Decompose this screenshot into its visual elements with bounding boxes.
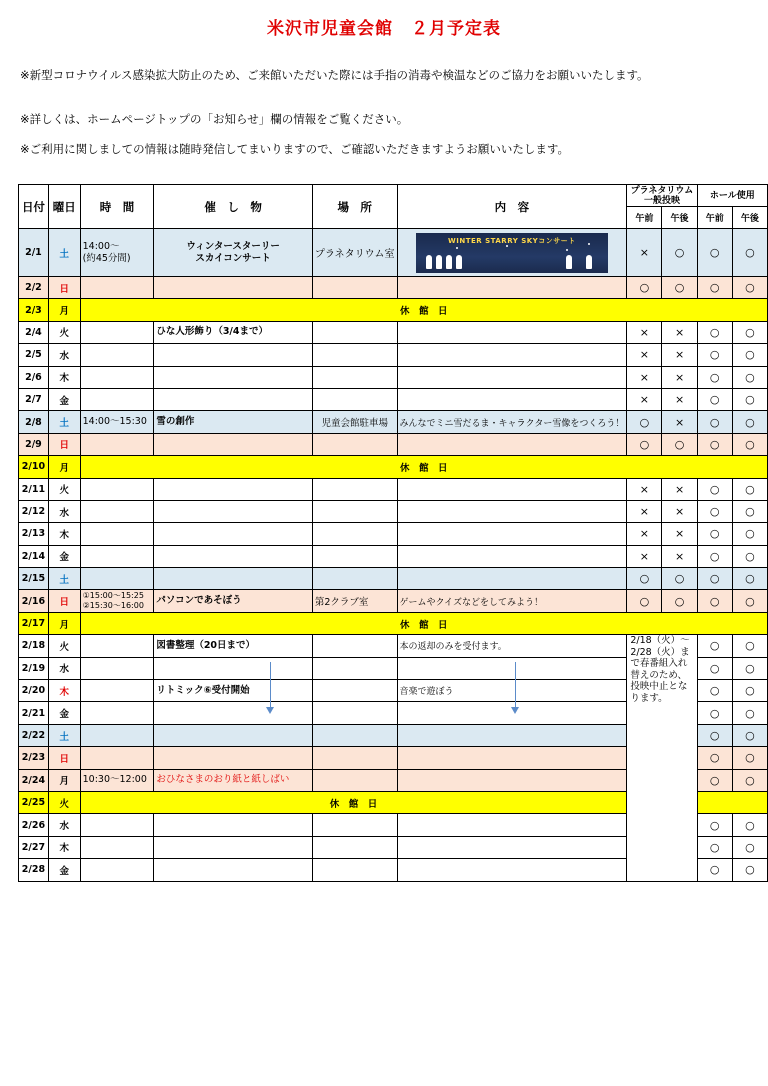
content-cell bbox=[397, 769, 627, 791]
place-cell bbox=[312, 747, 397, 769]
place-cell bbox=[312, 814, 397, 836]
date-cell: 2/21 bbox=[19, 702, 49, 724]
table-row bbox=[19, 299, 768, 321]
planetarium-suspension-cell: 2/18（火）～2/28（火）まで春番組入れ替えのため、投映中止となります。 bbox=[627, 635, 697, 881]
hall-am-cell: ○ bbox=[697, 590, 732, 612]
header-pl-pm: 午後 bbox=[662, 207, 697, 229]
date-cell: 2/3 bbox=[19, 299, 49, 321]
header-weekday: 曜日 bbox=[48, 185, 80, 229]
weekday-cell: 月 bbox=[48, 456, 80, 478]
table-row bbox=[19, 433, 768, 455]
place-cell bbox=[312, 433, 397, 455]
closed-cell: 休 館 日 bbox=[80, 612, 767, 634]
hall-pm-cell: ○ bbox=[732, 523, 767, 545]
planetarium-pm-cell: × bbox=[662, 388, 697, 410]
event-cell bbox=[154, 366, 313, 388]
header-content: 内 容 bbox=[397, 185, 627, 229]
place-cell bbox=[312, 545, 397, 567]
table-row bbox=[19, 568, 768, 590]
planetarium-am-cell: × bbox=[627, 344, 662, 366]
hall-pm-cell: ○ bbox=[732, 388, 767, 410]
hall-am-cell: ○ bbox=[697, 747, 732, 769]
planetarium-pm-cell: × bbox=[662, 545, 697, 567]
weekday-cell: 水 bbox=[48, 500, 80, 522]
planetarium-pm-cell: ○ bbox=[662, 277, 697, 299]
header-hall-am: 午前 bbox=[697, 207, 732, 229]
content-cell bbox=[397, 859, 627, 881]
event-cell bbox=[154, 500, 313, 522]
hall-pm-cell: ○ bbox=[732, 433, 767, 455]
time-cell bbox=[80, 747, 154, 769]
event-cell bbox=[154, 702, 313, 724]
planetarium-am-cell: ○ bbox=[627, 590, 662, 612]
weekday-cell: 月 bbox=[48, 769, 80, 791]
event-cell: パソコンであそぼう bbox=[154, 590, 313, 612]
date-cell: 2/17 bbox=[19, 612, 49, 634]
date-cell: 2/18 bbox=[19, 635, 49, 657]
arrow-line-event bbox=[270, 662, 271, 708]
time-cell: 10:30～12:00 bbox=[80, 769, 154, 791]
event-cell bbox=[154, 836, 313, 858]
hall-am-cell: ○ bbox=[697, 769, 732, 791]
content-cell bbox=[397, 366, 627, 388]
weekday-cell: 木 bbox=[48, 836, 80, 858]
date-cell: 2/25 bbox=[19, 791, 49, 813]
time-cell bbox=[80, 568, 154, 590]
header-time: 時 間 bbox=[80, 185, 154, 229]
weekday-cell: 水 bbox=[48, 344, 80, 366]
hall-am-cell: ○ bbox=[697, 321, 732, 343]
time-cell: 14:00～15:30 bbox=[80, 411, 154, 433]
weekday-cell: 火 bbox=[48, 635, 80, 657]
weekday-cell: 日 bbox=[48, 433, 80, 455]
hall-pm-cell: ○ bbox=[732, 657, 767, 679]
hall-pm-cell: ○ bbox=[732, 859, 767, 881]
hall-pm-cell: ○ bbox=[732, 568, 767, 590]
planetarium-am-cell: ○ bbox=[627, 433, 662, 455]
header-event: 催 し 物 bbox=[154, 185, 313, 229]
planetarium-pm-cell: × bbox=[662, 344, 697, 366]
hall-pm-cell: ○ bbox=[732, 702, 767, 724]
planetarium-am-cell: × bbox=[627, 545, 662, 567]
weekday-cell: 土 bbox=[48, 724, 80, 746]
date-cell: 2/28 bbox=[19, 859, 49, 881]
hall-am-cell: ○ bbox=[697, 433, 732, 455]
event-cell bbox=[154, 568, 313, 590]
planetarium-am-cell: ○ bbox=[627, 277, 662, 299]
place-cell bbox=[312, 657, 397, 679]
table-row bbox=[19, 388, 768, 410]
weekday-cell: 金 bbox=[48, 545, 80, 567]
weekday-cell: 月 bbox=[48, 299, 80, 321]
content-cell bbox=[397, 523, 627, 545]
hall-pm-cell: ○ bbox=[732, 590, 767, 612]
content-cell bbox=[397, 814, 627, 836]
table-row bbox=[19, 612, 768, 634]
event-cell bbox=[154, 724, 313, 746]
hall-am-cell: ○ bbox=[697, 568, 732, 590]
content-cell bbox=[397, 568, 627, 590]
hall-am-cell: ○ bbox=[697, 635, 732, 657]
time-cell: 14:00～ (約45分間) bbox=[80, 229, 154, 277]
date-cell: 2/1 bbox=[19, 229, 49, 277]
planetarium-pm-cell: × bbox=[662, 321, 697, 343]
weekday-cell: 金 bbox=[48, 388, 80, 410]
place-cell bbox=[312, 388, 397, 410]
time-cell bbox=[80, 388, 154, 410]
content-cell bbox=[397, 344, 627, 366]
header-pl-am: 午前 bbox=[627, 207, 662, 229]
hall-am-cell: ○ bbox=[697, 814, 732, 836]
closed-cell: 休 館 日 bbox=[80, 299, 767, 321]
event-cell bbox=[154, 478, 313, 500]
planetarium-am-cell: ○ bbox=[627, 568, 662, 590]
weekday-cell: 金 bbox=[48, 702, 80, 724]
hall-pm-cell: ○ bbox=[732, 769, 767, 791]
hall-pm-cell: ○ bbox=[732, 321, 767, 343]
event-cell bbox=[154, 344, 313, 366]
hall-am-cell: ○ bbox=[697, 500, 732, 522]
event-cell bbox=[154, 859, 313, 881]
date-cell: 2/4 bbox=[19, 321, 49, 343]
weekday-cell: 土 bbox=[48, 229, 80, 277]
time-cell bbox=[80, 478, 154, 500]
date-cell: 2/23 bbox=[19, 747, 49, 769]
date-cell: 2/11 bbox=[19, 478, 49, 500]
hall-pm-cell: ○ bbox=[732, 411, 767, 433]
place-cell bbox=[312, 836, 397, 858]
planetarium-pm-cell: ○ bbox=[662, 229, 697, 277]
planetarium-pm-cell: × bbox=[662, 523, 697, 545]
hall-pm-cell: ○ bbox=[732, 680, 767, 702]
planetarium-pm-cell: ○ bbox=[662, 568, 697, 590]
place-cell bbox=[312, 859, 397, 881]
hall-pm-cell: ○ bbox=[732, 229, 767, 277]
time-cell bbox=[80, 366, 154, 388]
weekday-cell: 日 bbox=[48, 590, 80, 612]
table-row bbox=[19, 344, 768, 366]
weekday-cell: 土 bbox=[48, 411, 80, 433]
notice-homepage: ※詳しくは、ホームページトップの「お知らせ」欄の情報をご覧ください。 bbox=[20, 112, 409, 126]
content-cell: みんなでミニ雪だるま・キャラクター雪像をつくろう！ bbox=[397, 411, 627, 433]
date-cell: 2/12 bbox=[19, 500, 49, 522]
table-row bbox=[19, 500, 768, 522]
time-cell bbox=[80, 859, 154, 881]
event-cell: 雪の創作 bbox=[154, 411, 313, 433]
content-cell: ゲームやクイズなどをしてみよう！ bbox=[397, 590, 627, 612]
page-title: 米沢市児童会館 ２月予定表 bbox=[267, 19, 501, 39]
hall-am-cell: ○ bbox=[697, 277, 732, 299]
hall-am-cell: ○ bbox=[697, 478, 732, 500]
hall-pm-cell: ○ bbox=[732, 836, 767, 858]
hall-pm-cell: ○ bbox=[732, 366, 767, 388]
date-cell: 2/19 bbox=[19, 657, 49, 679]
table-row bbox=[19, 411, 768, 433]
hall-am-cell: ○ bbox=[697, 366, 732, 388]
weekday-cell: 金 bbox=[48, 859, 80, 881]
poster-title: WINTER STARRY SKYコンサート bbox=[448, 236, 576, 245]
time-cell bbox=[80, 344, 154, 366]
time-cell bbox=[80, 433, 154, 455]
time-cell bbox=[80, 545, 154, 567]
planetarium-am-cell: × bbox=[627, 321, 662, 343]
date-cell: 2/9 bbox=[19, 433, 49, 455]
header-place: 場 所 bbox=[312, 185, 397, 229]
planetarium-am-cell: × bbox=[627, 500, 662, 522]
table-row bbox=[19, 523, 768, 545]
place-cell bbox=[312, 635, 397, 657]
planetarium-pm-cell: × bbox=[662, 366, 697, 388]
weekday-cell: 日 bbox=[48, 277, 80, 299]
notice-covid: ※新型コロナウイルス感染拡大防止のため、ご来館いただいた際には手指の消毒や検温などのご協力をお願いいたします。 bbox=[20, 68, 649, 82]
date-cell: 2/26 bbox=[19, 814, 49, 836]
hall-pm-cell: ○ bbox=[732, 545, 767, 567]
planetarium-am-cell: × bbox=[627, 366, 662, 388]
content-cell bbox=[397, 836, 627, 858]
weekday-cell: 木 bbox=[48, 523, 80, 545]
event-cell bbox=[154, 523, 313, 545]
event-cell bbox=[154, 747, 313, 769]
place-cell bbox=[312, 724, 397, 746]
planetarium-pm-cell: × bbox=[662, 411, 697, 433]
event-cell: ひな人形飾り（3/4まで） bbox=[154, 321, 313, 343]
event-cell: ウィンタースターリー スカイコンサート bbox=[154, 229, 313, 277]
date-cell: 2/8 bbox=[19, 411, 49, 433]
hall-am-cell: ○ bbox=[697, 411, 732, 433]
concert-poster-image bbox=[416, 233, 608, 273]
place-cell bbox=[312, 769, 397, 791]
time-cell bbox=[80, 680, 154, 702]
content-cell bbox=[397, 388, 627, 410]
weekday-cell: 木 bbox=[48, 680, 80, 702]
time-cell: ①15:00～15:25 ②15:30～16:00 bbox=[80, 590, 154, 612]
time-cell bbox=[80, 277, 154, 299]
event-cell: 図書整理（20日まで） bbox=[154, 635, 313, 657]
hall-pm-cell: ○ bbox=[732, 747, 767, 769]
time-cell bbox=[80, 500, 154, 522]
event-cell bbox=[154, 388, 313, 410]
time-cell bbox=[80, 814, 154, 836]
hall-am-cell: ○ bbox=[697, 523, 732, 545]
date-cell: 2/24 bbox=[19, 769, 49, 791]
event-cell: リトミック⑥受付開始 bbox=[154, 680, 313, 702]
place-cell bbox=[312, 500, 397, 522]
table-row bbox=[19, 321, 768, 343]
content-cell: 本の返却のみを受付ます。 bbox=[397, 635, 627, 657]
date-cell: 2/10 bbox=[19, 456, 49, 478]
event-cell bbox=[154, 277, 313, 299]
place-cell bbox=[312, 568, 397, 590]
event-cell bbox=[154, 545, 313, 567]
table-row bbox=[19, 635, 768, 657]
hall-am-cell: ○ bbox=[697, 545, 732, 567]
hall-am-cell: ○ bbox=[697, 229, 732, 277]
date-cell: 2/2 bbox=[19, 277, 49, 299]
time-cell bbox=[80, 321, 154, 343]
place-cell bbox=[312, 523, 397, 545]
event-cell bbox=[154, 814, 313, 836]
schedule-table bbox=[18, 184, 768, 882]
table-row bbox=[19, 277, 768, 299]
weekday-cell: 水 bbox=[48, 814, 80, 836]
arrow-head-content bbox=[511, 707, 519, 714]
place-cell bbox=[312, 277, 397, 299]
table-row bbox=[19, 545, 768, 567]
content-cell bbox=[397, 478, 627, 500]
place-cell bbox=[312, 478, 397, 500]
table-row bbox=[19, 478, 768, 500]
arrow-head-event bbox=[266, 707, 274, 714]
hall-am-cell: ○ bbox=[697, 702, 732, 724]
date-cell: 2/20 bbox=[19, 680, 49, 702]
hall-pm-cell: ○ bbox=[732, 635, 767, 657]
weekday-cell: 木 bbox=[48, 366, 80, 388]
hall-am-cell: ○ bbox=[697, 657, 732, 679]
event-cell: おひなさまのおり紙と紙しばい bbox=[154, 769, 313, 791]
header-hall-pm: 午後 bbox=[732, 207, 767, 229]
header-hall: ホール使用 bbox=[697, 185, 767, 207]
time-cell bbox=[80, 702, 154, 724]
content-cell bbox=[397, 433, 627, 455]
poster-cell bbox=[397, 229, 627, 277]
place-cell: プラネタリウム室 bbox=[312, 229, 397, 277]
header-planetarium: プラネタリウム一般投映 bbox=[627, 185, 697, 207]
time-cell bbox=[80, 523, 154, 545]
weekday-cell: 水 bbox=[48, 657, 80, 679]
event-cell bbox=[154, 433, 313, 455]
hall-pm-cell: ○ bbox=[732, 500, 767, 522]
hall-am-cell: ○ bbox=[697, 388, 732, 410]
content-cell bbox=[397, 545, 627, 567]
place-cell bbox=[312, 344, 397, 366]
content-cell bbox=[397, 321, 627, 343]
arrow-line-content bbox=[515, 662, 516, 708]
hall-am-cell: ○ bbox=[697, 724, 732, 746]
hall-pm-cell: ○ bbox=[732, 478, 767, 500]
hall-pm-cell: ○ bbox=[732, 724, 767, 746]
date-cell: 2/5 bbox=[19, 344, 49, 366]
content-cell bbox=[397, 747, 627, 769]
closed-hall-cell bbox=[697, 791, 767, 813]
planetarium-pm-cell: × bbox=[662, 478, 697, 500]
hall-am-cell: ○ bbox=[697, 344, 732, 366]
weekday-cell: 火 bbox=[48, 321, 80, 343]
date-cell: 2/7 bbox=[19, 388, 49, 410]
date-cell: 2/27 bbox=[19, 836, 49, 858]
place-cell bbox=[312, 366, 397, 388]
closed-cell: 休 館 日 bbox=[80, 456, 767, 478]
table-row bbox=[19, 366, 768, 388]
hall-pm-cell: ○ bbox=[732, 814, 767, 836]
hall-am-cell: ○ bbox=[697, 680, 732, 702]
date-cell: 2/14 bbox=[19, 545, 49, 567]
content-cell bbox=[397, 724, 627, 746]
time-cell bbox=[80, 724, 154, 746]
place-cell: 第2クラブ室 bbox=[312, 590, 397, 612]
weekday-cell: 火 bbox=[48, 791, 80, 813]
planetarium-am-cell: × bbox=[627, 388, 662, 410]
time-cell bbox=[80, 836, 154, 858]
place-cell bbox=[312, 702, 397, 724]
content-cell: 音楽で遊ぼう bbox=[397, 680, 627, 702]
date-cell: 2/6 bbox=[19, 366, 49, 388]
table-row bbox=[19, 229, 768, 277]
place-cell bbox=[312, 680, 397, 702]
weekday-cell: 日 bbox=[48, 747, 80, 769]
time-cell bbox=[80, 635, 154, 657]
hall-pm-cell: ○ bbox=[732, 277, 767, 299]
date-cell: 2/13 bbox=[19, 523, 49, 545]
content-cell bbox=[397, 277, 627, 299]
weekday-cell: 土 bbox=[48, 568, 80, 590]
hall-am-cell: ○ bbox=[697, 836, 732, 858]
event-cell bbox=[154, 657, 313, 679]
content-cell bbox=[397, 657, 627, 679]
closed-cell: 休 館 日 bbox=[80, 791, 627, 813]
planetarium-am-cell: × bbox=[627, 229, 662, 277]
weekday-cell: 火 bbox=[48, 478, 80, 500]
place-cell: 児童会館駐車場 bbox=[312, 411, 397, 433]
planetarium-am-cell: × bbox=[627, 523, 662, 545]
time-cell bbox=[80, 657, 154, 679]
hall-am-cell: ○ bbox=[697, 859, 732, 881]
table-row bbox=[19, 456, 768, 478]
hall-pm-cell: ○ bbox=[732, 344, 767, 366]
table-row bbox=[19, 590, 768, 612]
date-cell: 2/15 bbox=[19, 568, 49, 590]
place-cell bbox=[312, 321, 397, 343]
date-cell: 2/22 bbox=[19, 724, 49, 746]
planetarium-am-cell: ○ bbox=[627, 411, 662, 433]
header-date: 日付 bbox=[19, 185, 49, 229]
date-cell: 2/16 bbox=[19, 590, 49, 612]
content-cell bbox=[397, 500, 627, 522]
planetarium-pm-cell: × bbox=[662, 500, 697, 522]
weekday-cell: 月 bbox=[48, 612, 80, 634]
planetarium-pm-cell: ○ bbox=[662, 433, 697, 455]
notice-updates: ※ご利用に関しましての情報は随時発信してまいりますので、ご確認いただきますようお願いいたします。 bbox=[20, 142, 569, 156]
planetarium-pm-cell: ○ bbox=[662, 590, 697, 612]
planetarium-am-cell: × bbox=[627, 478, 662, 500]
